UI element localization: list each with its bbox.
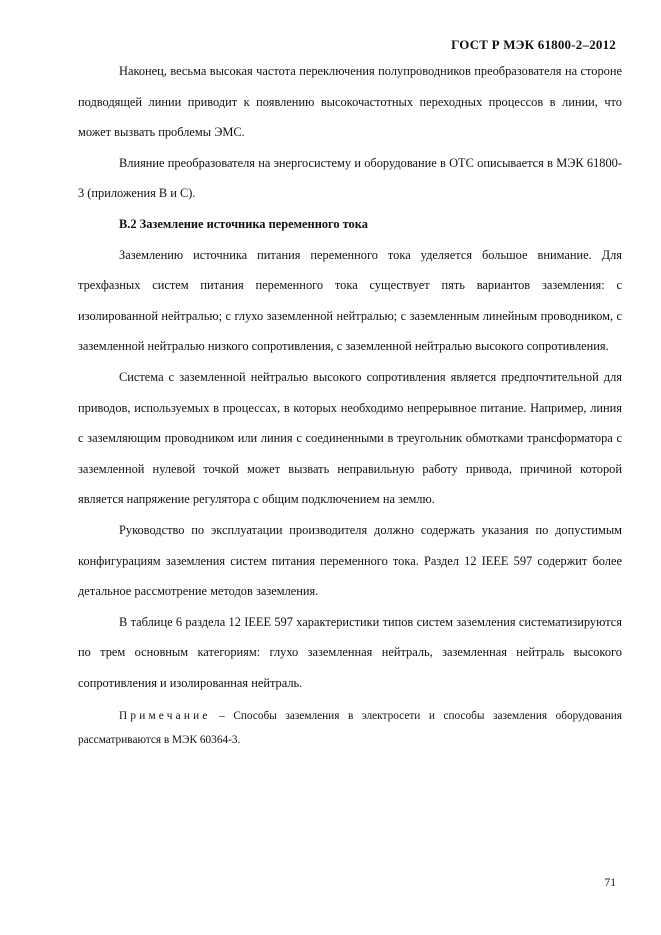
paragraph-ieee-table: В таблице 6 раздела 12 IEEE 597 характеристики типов систем заземления систематизируются по трем основным категориям: глухо заземленная нейтраль, заземленная нейтраль высокого сопротивления и изолированная нейтраль. <box>78 614 622 690</box>
page-number: 71 <box>604 877 616 889</box>
document-header: ГОСТ Р МЭК 61800-2–2012 <box>451 37 616 52</box>
note-label: Примечание <box>119 710 211 723</box>
section-heading: В.2 Заземление источника переменного тока <box>119 216 368 231</box>
paragraph-power-system-influence: Влияние преобразователя на энергосистему и оборудование в ОТС описывается в МЭК 61800-3 (приложения В и С). <box>78 155 622 201</box>
paragraph-grounding-options: Заземлению источника питания переменного тока уделяется большое внимание. Для трехфазных систем питания переменного тока существует пять вариантов заземления: с изолированной нейтралью; с глухо заземленной нейтралью; с заземленным линейным проводником, с заземленной нейтралью низкого сопротивления, с заземленной нейтралью высокого сопротивления. <box>78 247 622 354</box>
paragraph-emc: Наконец, весьма высокая частота переключения полупроводников преобразователя на стороне подводящей линии приводит к появлению высокочастотных переходных процессов в линии, что может вызвать проблемы ЭМС. <box>78 64 622 140</box>
document-body <box>78 56 622 752</box>
note-text: – Способы заземления в электросети и способы заземления оборудования рассматриваются в МЭК 60364-3. <box>78 710 622 747</box>
paragraph-high-resistance-grounding: Система с заземленной нейтралью высокого сопротивления является предпочтительной для приводов, используемых в процессах, в которых необходимо непрерывное питание. Например, линия с заземляющим проводником или линия с соединенными в треугольник обмотками трансформатора с заземленной нулевой точкой может вызвать неправильную работу привода, причиной которой является напряжение регулятора с общим подключением на землю. <box>78 369 622 507</box>
note <box>78 704 622 752</box>
paragraph-manufacturer-manual: Руководство по эксплуатации производителя должно содержать указания по допустимым конфигурациям заземления систем питания переменного тока. Раздел 12 IEEE 597 содержит более детальное рассмотрение методов заземления. <box>78 522 622 599</box>
